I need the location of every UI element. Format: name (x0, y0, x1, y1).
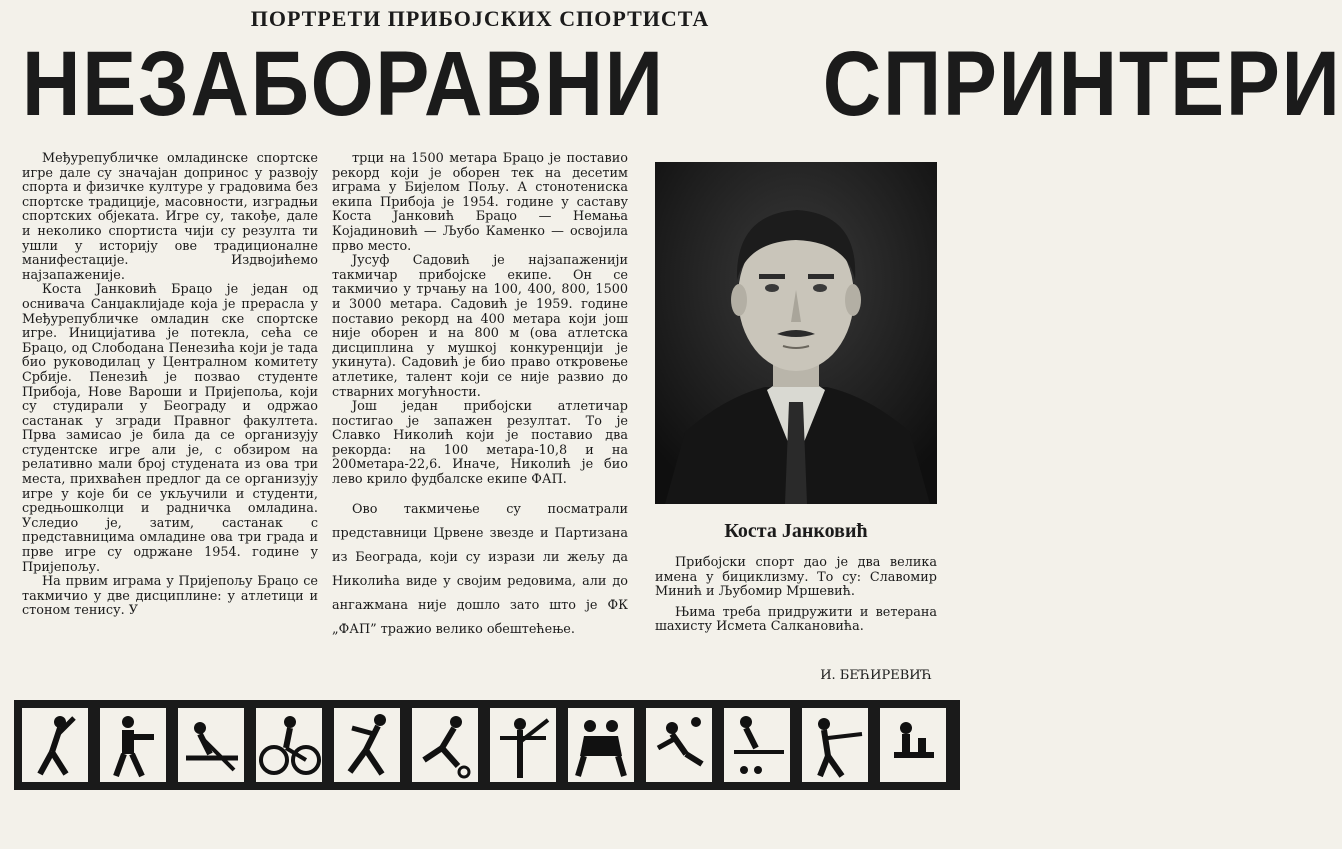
paragraph: Међурепубличке омладинске спортске игре дале су значајан допринос у развоју спорта и физичке културе у градовима без спортске традиције, масовности, изградњи спортских објеката. Игре су, такође, дале и неколико спортиста чији су резулта ти ушли у историју ове традиционалне манифестације. Издвојићемо најзапаженије. (22, 151, 318, 283)
basketball-icon (22, 708, 88, 782)
rowing-icon (178, 708, 244, 782)
paragraph: Коста Јанковић Брацо је један од оснивача Санџаклијаде која је прерасла у Међурепубличке омладин ске спортске игре. Иницијатива је потекла, сећа се Брацо, од Слободана Пенезића који је тада био руководилац у Централном комитету Србије. Пенезић је позвао студенте Прибоја, Нове Вароши и Пријепоља, који су студирали у Београду и одржао састанак у згради Правног факултета. Прва замисао је била да се организују студентске игре али је, с обзиром на релативно мали број студената из ова три места, прихваћен предлог да се организују игре у које би се укључили и студенти, средњошколци и радничка омладина. Уследио је, затим, састанак с представницима омладине ова три града и прве игре су одржане 1954. године у Пријепољу. (22, 282, 318, 575)
paragraph: Још један прибојски атлетичар постигао је запажен резултат. То је Славко Николић који је поставио два рекорда: на 100 метара-10,8 и на 200метара-22,6. Иначе, Николић је био лево крило фудбалске екипе ФАП. (332, 399, 628, 488)
kicker: ПОРТРЕТИ ПРИБОЈСКИХ СПОРТИСТА (250, 6, 710, 31)
author-byline: И. БЕЋИРЕВИЋ (820, 668, 932, 683)
paragraph: Прибојски спорт дао је два велика имена у бициклизму. То су: Славомир Минић и Љубомир Мршевић. (655, 555, 937, 600)
table-tennis-icon (724, 708, 790, 782)
boxing-icon (100, 708, 166, 782)
paragraph: Њима треба придружити и ветерана шахисту Исмета Салкановића. (655, 604, 937, 635)
column-3 (655, 556, 937, 635)
volleyball-icon (646, 708, 712, 782)
chess-icon (880, 708, 946, 782)
football-icon (412, 708, 478, 782)
headline-word-1: НЕЗАБОРАВНИ (22, 33, 665, 135)
headline (22, 33, 1342, 135)
handball-icon (334, 708, 400, 782)
gymnastics-icon (490, 708, 556, 782)
photo-caption: Коста Јанковић (724, 520, 868, 542)
portrait-photo (655, 162, 937, 504)
sports-pictogram-strip (14, 700, 960, 790)
paragraph: На првим играма у Пријепољу Брацо се такмичио у две дисциплине: у атлетици и стоном тенису. У (22, 574, 318, 619)
paragraph: Ово такмичење су посматрали представници Црвене звезде и Партизана из Београда, који су изрази ли жељу да Николића виде у својим редовима, али до ангажмана није дошло зато што је ФК „ФАП” тражио велико обештећење. (332, 501, 628, 637)
paragraph: Јусуф Садовић је најзапаженији такмичар прибојске екипе. Он се такмичио у трчању на 100, 400, 800, 1500 и 3000 метара. Садовић је 1959. године поставио рекорд на 400 метара који још није оборен и на 800 м (ова атлетска дисциплина у мушкој конкуренцији је укинута). Садовић је био право откровење атлетике, талент који се није развио до стварних могућности. (332, 253, 628, 400)
paragraph: трци на 1500 метара Брацо је поставио рекорд који је оборен тек на десетим играма у Бијелом Пољу. А стонотениска екипа Прибоја је 1954. године у саставу Коста Јанковић Брацо — Немања Којадиновић — Љубо Каменко — освојила прво место. (332, 151, 628, 254)
wrestling-icon (568, 708, 634, 782)
shooting-icon (802, 708, 868, 782)
column-2 (332, 152, 628, 642)
column-1 (22, 152, 318, 619)
cycling-icon (256, 708, 322, 782)
headline-word-2: СПРИНТЕРИ (823, 33, 1342, 135)
